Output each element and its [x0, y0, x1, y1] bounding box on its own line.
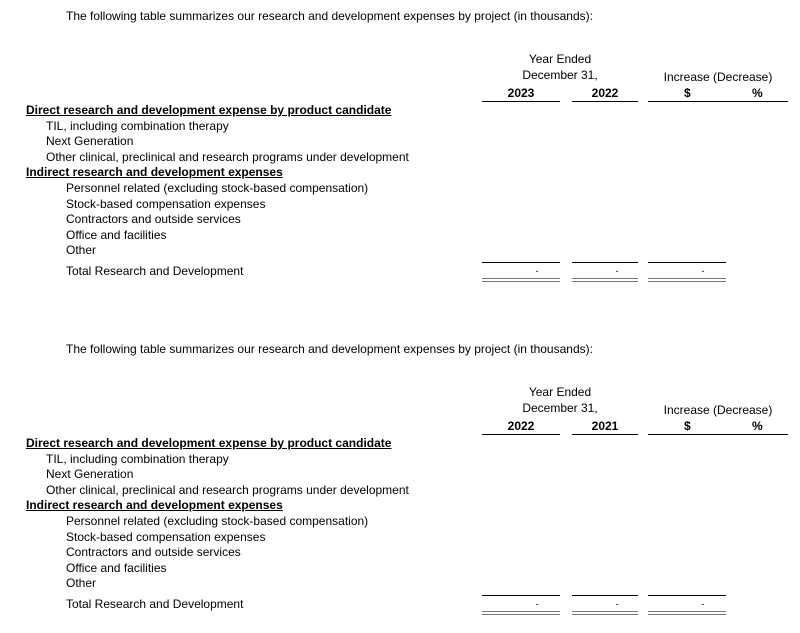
table-intro: The following table summarizes our research and development expenses by project (in thousands): [66, 9, 593, 23]
total-value-3: - [701, 266, 705, 276]
row-office: Office and facilities [66, 561, 167, 575]
total-double-rule [482, 278, 560, 282]
total-value-2: - [615, 599, 619, 609]
increase-decrease-header: Increase (Decrease) [663, 70, 773, 84]
year-ended-header: Year Ended [528, 385, 592, 399]
column-year-2: 2022 [572, 86, 638, 102]
rd-table-2022 [0, 333, 800, 633]
total-double-rule [482, 611, 560, 615]
subtotal-rule [648, 595, 726, 596]
increase-decrease-header: Increase (Decrease) [663, 403, 773, 417]
row-other: Other [66, 243, 97, 257]
row-contractors: Contractors and outside services [66, 212, 241, 226]
rd-table-2023 [0, 0, 800, 300]
total-value-1: - [535, 266, 539, 276]
row-next-generation: Next Generation [46, 134, 134, 148]
row-stock-based: Stock-based compensation expenses [66, 197, 266, 211]
total-value-1: - [535, 599, 539, 609]
column-percent: % [752, 419, 763, 433]
indirect-section-header: Indirect research and development expenses [26, 165, 283, 179]
direct-section-header: Direct research and development expense by product candidate [26, 436, 392, 450]
total-value-3: - [701, 599, 705, 609]
column-year-1: 2023 [482, 86, 560, 102]
row-total: Total Research and Development [66, 597, 244, 611]
row-other-clinical: Other clinical, preclinical and research programs under development [46, 150, 409, 164]
column-dollar: $ [684, 86, 691, 100]
column-year-2: 2021 [572, 419, 638, 435]
subtotal-rule [482, 262, 560, 263]
table-intro: The following table summarizes our research and development expenses by project (in thousands): [66, 342, 593, 356]
indirect-section-header: Indirect research and development expenses [26, 498, 283, 512]
column-dollar: $ [684, 419, 691, 433]
row-other-clinical: Other clinical, preclinical and research programs under development [46, 483, 409, 497]
row-other: Other [66, 576, 97, 590]
total-double-rule [648, 278, 726, 282]
row-office: Office and facilities [66, 228, 167, 242]
column-change [648, 419, 788, 435]
total-double-rule [572, 611, 638, 615]
subtotal-rule [482, 595, 560, 596]
column-percent: % [752, 86, 763, 100]
row-contractors: Contractors and outside services [66, 545, 241, 559]
subtotal-rule [572, 262, 638, 263]
year-ended-header: Year Ended [528, 52, 592, 66]
december-header: December 31, [522, 401, 598, 415]
row-personnel: Personnel related (excluding stock-based compensation) [66, 514, 369, 528]
subtotal-rule [572, 595, 638, 596]
row-total: Total Research and Development [66, 264, 244, 278]
row-next-generation: Next Generation [46, 467, 134, 481]
column-change [648, 86, 788, 102]
row-personnel: Personnel related (excluding stock-based compensation) [66, 181, 369, 195]
total-value-2: - [615, 266, 619, 276]
total-double-rule [648, 611, 726, 615]
row-stock-based: Stock-based compensation expenses [66, 530, 266, 544]
total-double-rule [572, 278, 638, 282]
december-header: December 31, [522, 68, 598, 82]
row-til: TIL, including combination therapy [46, 119, 229, 133]
subtotal-rule [648, 262, 726, 263]
column-year-1: 2022 [482, 419, 560, 435]
direct-section-header: Direct research and development expense by product candidate [26, 103, 392, 117]
row-til: TIL, including combination therapy [46, 452, 229, 466]
